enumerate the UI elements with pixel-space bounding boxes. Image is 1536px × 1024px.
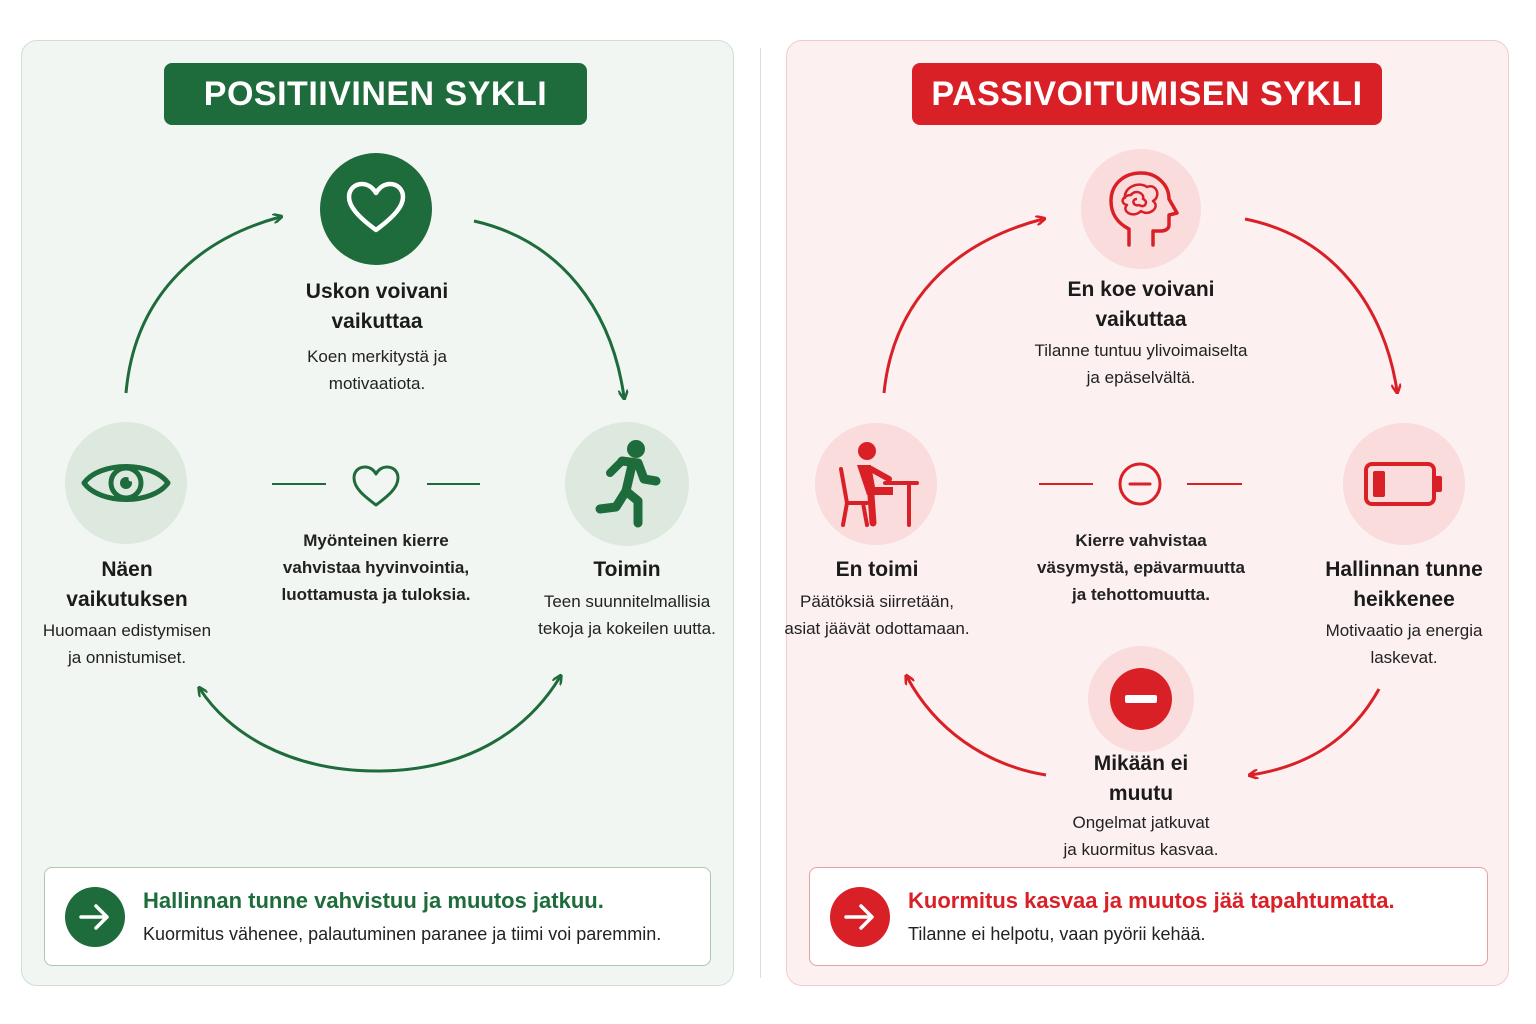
passive-cycle-panel xyxy=(786,40,1509,986)
arrow-right-icon xyxy=(843,903,877,931)
passive-top-desc-line2: ja epäselvältä. xyxy=(1086,368,1196,387)
heart-outline-icon xyxy=(354,467,398,505)
passive-top-title-line2: vaikuttaa xyxy=(1095,308,1187,331)
positive-left-title-line2: vaikutuksen xyxy=(66,588,188,611)
passive-right-title-line1: Hallinnan tunne xyxy=(1325,558,1483,581)
passive-bottom-desc-line1: Ongelmat jatkuvat xyxy=(1072,813,1210,832)
passive-summary-subtext: Tilanne ei helpotu, vaan pyörii kehää. xyxy=(908,924,1206,944)
arrow-bottom-to-left xyxy=(907,677,1046,775)
positive-top-title-line2: vaikuttaa xyxy=(331,310,423,333)
passive-right-title-line2: heikkenee xyxy=(1353,588,1455,611)
passive-left-desc-line2: asiat jäävät odottamaan. xyxy=(784,619,970,638)
arrow-top-to-right xyxy=(1245,219,1397,391)
passive-summary-box xyxy=(809,867,1488,966)
positive-top-desc-line2: motivaatiota. xyxy=(328,374,426,393)
arrow-left-to-top xyxy=(126,217,280,393)
positive-left-title-line1: Näen xyxy=(101,558,153,581)
positive-cycle-arrows xyxy=(22,41,735,987)
positive-top-title-line1: Uskon voivani xyxy=(305,280,449,303)
positive-cycle-panel xyxy=(21,40,734,986)
passive-summary-headline: Kuormitus kasvaa ja muutos jää tapahtumatta. xyxy=(908,888,1395,913)
passive-left-title-line1: En toimi xyxy=(835,558,919,581)
passive-top-title-line1: En koe voivani xyxy=(1067,278,1215,301)
passive-right-desc-line2: laskevat. xyxy=(1370,648,1438,667)
arrow-right-icon xyxy=(78,903,112,931)
passive-center-line2: väsymystä, epävarmuutta xyxy=(1037,558,1245,577)
minus-outline-icon xyxy=(1120,464,1160,504)
positive-right-desc-line2: tekoja ja kokeilen uutta. xyxy=(538,619,716,638)
positive-left-desc-line2: ja onnistumiset. xyxy=(67,648,187,667)
arrow-right-to-bottom xyxy=(1251,689,1379,775)
positive-top-desc-line1: Koen merkitystä ja xyxy=(307,347,447,366)
positive-right-desc-line1: Teen suunnitelmallisia xyxy=(543,592,711,611)
arrow-bottom-left xyxy=(200,689,377,771)
passive-bottom-title-line1: Mikään ei xyxy=(1093,752,1189,775)
passive-bottom-desc-line2: ja kuormitus kasvaa. xyxy=(1063,840,1219,859)
positive-summary-headline: Hallinnan tunne vahvistuu ja muutos jatkuu. xyxy=(143,888,604,913)
positive-center-line2: vahvistaa hyvinvointia, xyxy=(282,558,470,577)
passive-summary-icon xyxy=(830,887,890,947)
arrow-bottom-right xyxy=(377,677,560,771)
positive-summary-subtext: Kuormitus vähenee, palautuminen paranee ja tiimi voi paremmin. xyxy=(143,924,662,944)
positive-cycle-title: POSITIIVINEN SYKLI xyxy=(164,63,587,125)
passive-top-desc-line1: Tilanne tuntuu ylivoimaiselta xyxy=(1034,341,1248,360)
passive-center-line3: ja tehottomuutta. xyxy=(1072,585,1210,604)
passive-cycle-title: PASSIVOITUMISEN SYKLI xyxy=(912,63,1382,125)
positive-right-title-line1: Toimin xyxy=(593,558,661,581)
positive-left-desc-line1: Huomaan edistymisen xyxy=(42,621,212,640)
positive-summary-box xyxy=(44,867,711,966)
panel-divider xyxy=(760,48,761,978)
positive-summary-icon xyxy=(65,887,125,947)
arrow-left-to-top xyxy=(884,219,1043,393)
passive-right-desc-line1: Motivaatio ja energia xyxy=(1325,621,1483,640)
passive-left-desc-line1: Päätöksiä siirretään, xyxy=(799,592,955,611)
passive-center-line1: Kierre vahvistaa xyxy=(1075,531,1207,550)
passive-bottom-title-line2: muutu xyxy=(1108,782,1174,805)
passive-center-text xyxy=(1006,527,1276,608)
arrow-top-to-right xyxy=(474,221,624,397)
positive-center-line1: Myönteinen kierre xyxy=(303,531,449,550)
passive-cycle-arrows xyxy=(787,41,1510,987)
positive-center-line3: luottamusta ja tuloksia. xyxy=(281,585,471,604)
positive-center-text xyxy=(246,527,506,608)
